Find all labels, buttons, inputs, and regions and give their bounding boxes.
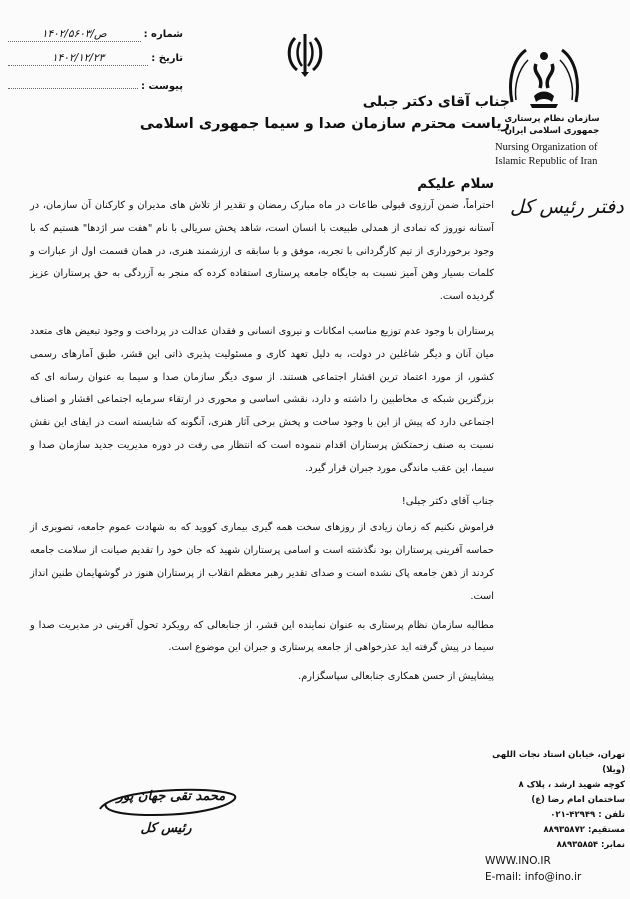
nursing-organization-logo bbox=[504, 42, 584, 112]
recipient-title: ریاست محترم سازمان صدا و سیما جمهوری اسلامی bbox=[139, 116, 510, 132]
email-link[interactable]: E-mail: info@ino.ir bbox=[485, 871, 582, 883]
paragraph-3: فراموش نکنیم که زمان زیادی از روزهای سخت همه گیری بیماری کووید که به شهادت عموم جامعه، تصویری از حماسه آفرینی پرستاران بود نگذشته است و اسامی پرستاران شهید که جان خود را تقدیم صیانت از سلامت جامعه کردند از ذهن جامعه پاک نشده است و صدای تقدیر رهبر معظم انقلاب از پرستاران هنوز در گوشهایمان طنین انداز است. bbox=[30, 522, 494, 602]
org-name-en-line2: Islamic Republic of Iran bbox=[495, 156, 598, 167]
paragraph-1: احتراماً، ضمن آرزوی قبولی طاعات در ماه مبارک رمضان و تقدیر از تلاش های مدیران و کارکنان آن سازمان، در آستانه نوروز که نمادی از همدلی طبیعت با انسان است، شاهد پخش سریالی با نام "هفت سر اژدها" هستیم که با وجود برخورداری از تیم کارگردانی با تجربه، موفق و با سابقه ی ارزشمند هنری، در همان قسمت اول از عبارات و کلمات بسیار وهن آمیز نسبت به جایگاه جامعه پرستاری استفاده کرده که منجر به آزردگی به حق پرستاران عزیز گردیده است. bbox=[30, 200, 494, 303]
number-value: ۱۴۰۲/ص/۵۶۰۳ bbox=[8, 28, 141, 42]
attachment-row bbox=[8, 76, 183, 92]
paragraph-4: مطالبه سازمان نظام پرستاری به عنوان نماینده این قشر، از جنابعالی که رویکرد تحول آفرینی در مدیریت صدا و سیما در پیش گرفته اید عذرخواهی از جامعه پرستاری و جبران این موضوع است. bbox=[30, 619, 494, 654]
header-fields bbox=[8, 28, 183, 102]
address-line-2: کوچه شهید ارشد ، پلاک ۸ bbox=[518, 780, 625, 790]
recipient-name: جناب آقای دکتر جبلی bbox=[362, 94, 510, 110]
org-name-fa-line2: جمهوری اسلامی ایران bbox=[504, 126, 600, 136]
org-name-en-line1: Nursing Organization of bbox=[495, 142, 598, 153]
date-label: تاریخ : bbox=[151, 53, 183, 64]
paragraph-2: پرستاران با وجود عدم توزیع مناسب امکانات و نیروی انسانی و فقدان عدالت در پرداخت و وجود تبعیض های متعدد میان آنان و دیگر شاغلین در دولت، به دلیل تعهد کاری و مسئولیت پذیری ذاتی این قشر، طبق آمارهای رسمی کشور، از مورد اعتماد ترین اقشار اجتماعی هستند. از سوی دیگر سازمان صدا و سیما به عنوان رسانه ای که بزرگترین شبکه ی مخاطبین را داشته و دارد، نقشی اساسی و محوری در ارتقاء سرمایه اجتماعی اقشار و اصناف اجتماعی دارد که پیش از این با وجود ساخت و پخش برخی آثار هنری، آنگونه که شایسته است در ایفای این نقش نسبت به صنف زحمتکش پرستاران اقدام ننموده است که انتظار می رفت در دوره مدیریت جدید سازمان صدا و سیما، این عقب ماندگی مورد جبران قرار گیرد. bbox=[30, 325, 494, 474]
number-row bbox=[8, 28, 183, 42]
attachment-label: پیوست : bbox=[140, 81, 183, 92]
website-link[interactable]: WWW.INO.IR bbox=[485, 855, 551, 867]
org-name-fa-line1: سازمان نظام پرستاری bbox=[504, 114, 600, 124]
office-of-president: دفتر رئیس کل bbox=[510, 196, 624, 218]
national-emblem-icon bbox=[283, 32, 327, 78]
address-line-1: تهران، خیابان استاد نجات اللهی (ویلا) bbox=[492, 750, 625, 775]
date-value: ۱۴۰۲/۱۲/۲۳ bbox=[8, 52, 148, 66]
number-label: شماره : bbox=[143, 29, 183, 40]
fax: نمابر: ۸۸۹۳۵۸۵۴ bbox=[556, 840, 625, 850]
contact-block bbox=[475, 748, 625, 885]
paragraph-5: پیشاپیش از حسن همکاری جنابعالی سپاسگزارم. bbox=[298, 671, 494, 683]
attachment-value bbox=[8, 76, 138, 89]
signature-block bbox=[92, 783, 242, 843]
letter-body bbox=[30, 173, 494, 695]
org-name-english bbox=[495, 141, 625, 169]
address-line-3: ساختمان امام رضا (ع) bbox=[531, 795, 625, 805]
mobile: مستقیم: ۸۸۹۳۵۸۷۲ bbox=[543, 825, 625, 835]
signatory-title: رئیس کل bbox=[140, 821, 192, 836]
recipient-block bbox=[140, 94, 510, 132]
signatory-name: محمد تقی جهان پور bbox=[116, 789, 226, 804]
phone: تلفن : ۴۲۹۴۹-۰۲۱ bbox=[550, 810, 625, 820]
date-row bbox=[8, 52, 183, 66]
second-address: جناب آقای دکتر جبلی! bbox=[401, 495, 494, 507]
greeting: سلام علیکم bbox=[417, 176, 494, 192]
org-name-persian bbox=[492, 113, 612, 137]
